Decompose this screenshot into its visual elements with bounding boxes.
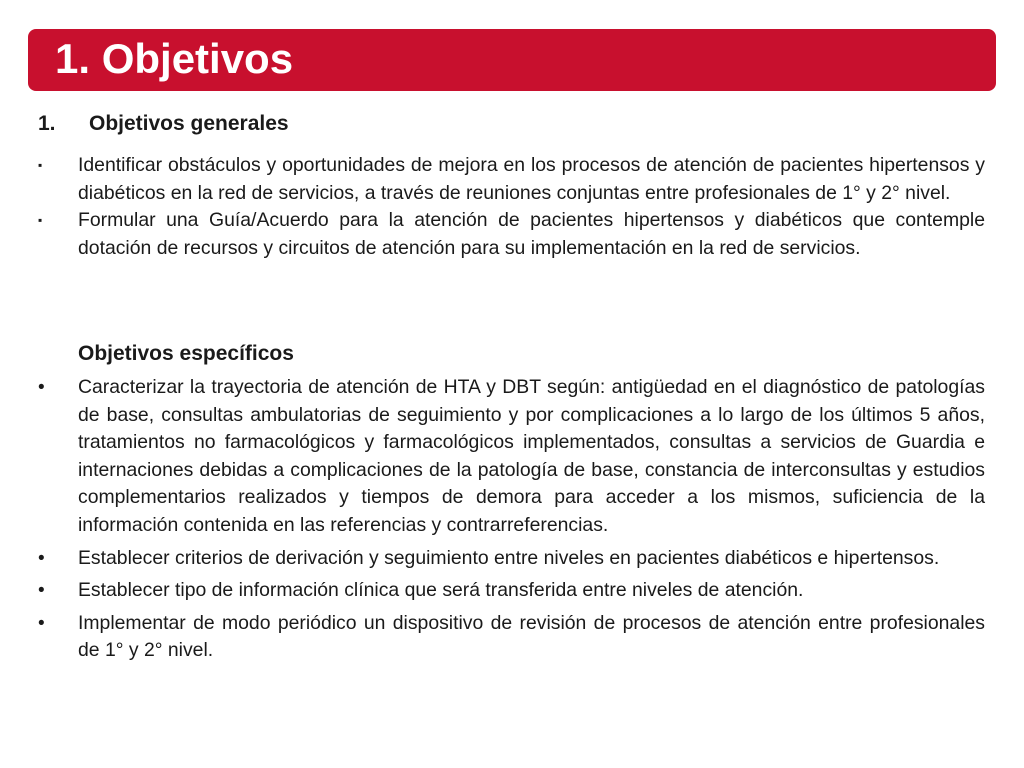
dot-bullet-icon: • bbox=[38, 580, 45, 602]
list-item bbox=[38, 545, 985, 573]
list-item-text: Caracterizar la trayectoria de atención de HTA y DBT según: antigüedad en el diagnóstico de patologías de base, consultas ambulatorias de seguimiento y por complicaciones a lo largo de los últimos 5 años, tratamientos no farmacológicos y farmacológicos implementados, consultas a servicios de Guardia e internaciones debidas a complicaciones de la patología de base, constancia de interconsultas y estudios complementarios realizados y tiempos de demora para acceder a los mismos, suficiencia de la información contenida en las referencias y contrarreferencias. bbox=[78, 376, 985, 536]
list-item-text: Establecer criterios de derivación y seguimiento entre niveles en pacientes diabéticos e hipertensos. bbox=[78, 546, 940, 569]
list-item-text: Implementar de modo periódico un dispositivo de revisión de procesos de atención entre profesionales de 1° y 2° nivel. bbox=[78, 611, 985, 662]
square-bullet-icon: ▪ bbox=[38, 158, 43, 172]
list-item bbox=[38, 207, 985, 262]
specific-objectives-list bbox=[38, 374, 985, 665]
general-objectives-heading bbox=[38, 111, 289, 137]
list-item-text: Identificar obstáculos y oportunidades de mejora en los procesos de atención de pacientes hipertensos y diabéticos en la red de servicios, a través de reuniones conjuntas entre profesionales de 1° y 2° nivel. bbox=[78, 154, 985, 204]
general-objectives-heading-text: Objetivos generales bbox=[89, 112, 289, 135]
specific-objectives-heading: Objetivos específicos bbox=[78, 342, 294, 365]
list-item-text: Establecer tipo de información clínica que será transferida entre niveles de atención. bbox=[78, 579, 804, 602]
general-objectives-list bbox=[38, 152, 985, 262]
list-item bbox=[38, 577, 985, 605]
dot-bullet-icon: • bbox=[38, 377, 45, 398]
dot-bullet-icon: • bbox=[38, 612, 45, 634]
list-item-text: Formular una Guía/Acuerdo para la atención de pacientes hipertensos y diabéticos que contemple dotación de recursos y circuitos de atención para su implementación en la red de servicios. bbox=[78, 209, 985, 259]
list-item bbox=[38, 374, 985, 540]
title-bar bbox=[28, 29, 996, 91]
list-item bbox=[38, 610, 985, 665]
list-item bbox=[38, 152, 985, 207]
dot-bullet-icon: • bbox=[38, 547, 45, 569]
square-bullet-icon: ▪ bbox=[38, 213, 43, 228]
general-objectives-number: 1. bbox=[38, 112, 56, 135]
slide-title: 1. Objetivos bbox=[55, 35, 294, 82]
